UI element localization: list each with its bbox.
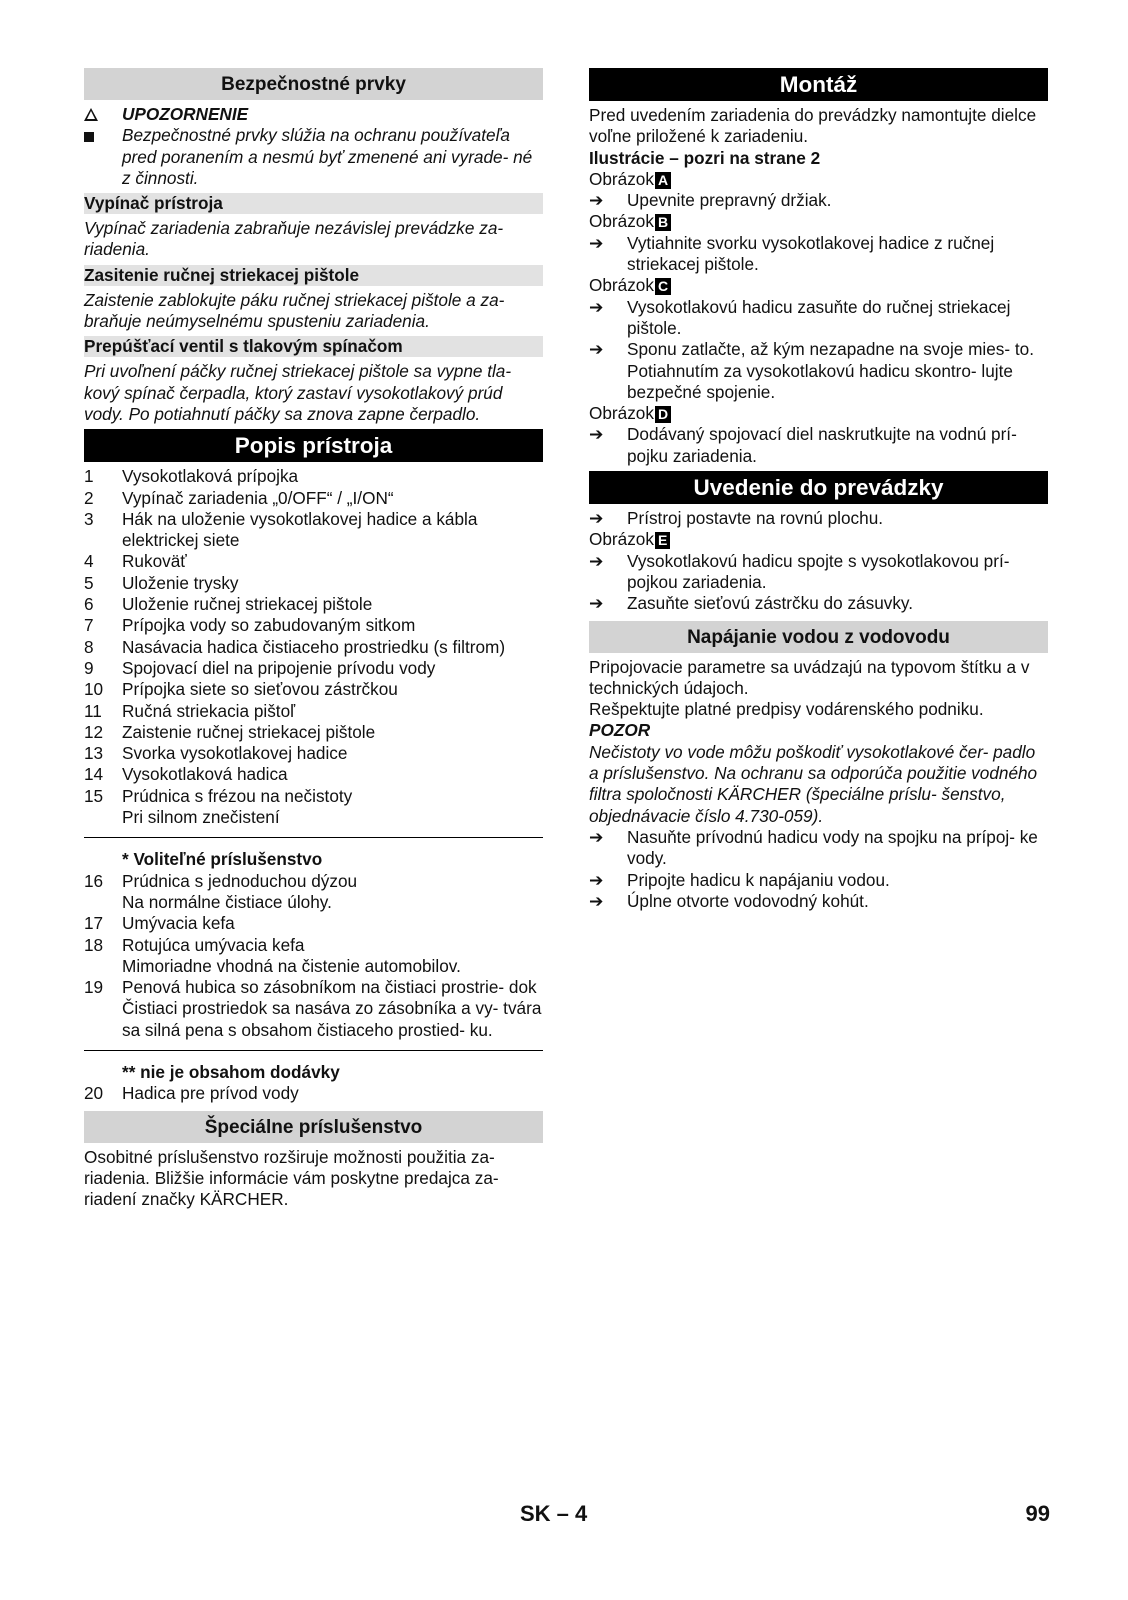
arrow-icon: ➔ [589,424,604,445]
item-text: Svorka vysokotlakovej hadice [122,743,348,764]
item-number: 15 [84,785,104,806]
figure-label: Obrázok [589,168,654,189]
item-text: Uloženie trysky [122,572,239,593]
list-item [84,913,543,934]
item-text: Ručná striekacia pištoľ [122,700,296,721]
list-item [84,743,543,764]
list-item [84,488,543,509]
item-text: Uloženie ručnej striekacej pištole [122,594,373,615]
section-heading-assembly: Montáž [589,68,1048,101]
item-note: Na normálne čistiace úlohy. [122,891,332,912]
step-text: Upevnite prepravný držiak. [627,190,832,211]
item-number: 7 [84,615,94,636]
valve-text: Pri uvoľnení páčky ručnej striekacej pištole sa vypne tla- kový spínač čerpadla, ktorý zastaví vysokotlakový prúd vody. Po potiahnutí páčky sa znova zapne čerpadlo. [84,361,512,424]
list-item [84,935,543,956]
instruction-step [589,593,1048,614]
figure-badge: B [655,214,671,231]
arrow-icon: ➔ [589,550,604,571]
item-number: 1 [84,466,94,487]
item-text: Prípojka siete so sieťovou zástrčkou [122,679,398,700]
item-text: Vysokotlaková prípojka [122,466,299,487]
optional-accessories-list [84,871,543,1041]
arrow-icon: ➔ [589,593,604,614]
assembly-figures [589,169,1048,467]
figure-label-row [589,169,1048,190]
list-item [84,551,543,572]
section-heading-safety: Bezpečnostné prvky [84,68,543,100]
item-text: Penová hubica so zásobníkom na čistiaci prostrie- dok [122,977,537,998]
item-note: Čistiaci prostriedok sa nasáva zo zásobníka a vy- tvára sa silná pena s obsahom čistiaceho prostied- ku. [122,998,542,1040]
illustrations-note: Ilustrácie – pozri na strane 2 [589,147,821,168]
warning-text-row [84,125,543,189]
list-item [84,764,543,785]
step-text: Prístroj postavte na rovnú plochu. [627,508,884,529]
optional-accessories-title: * Voliteľné príslušenstvo [122,849,323,870]
divider [84,837,543,838]
item-number: 10 [84,679,104,700]
arrow-icon: ➔ [589,890,604,911]
figure-label: Obrázok [589,403,654,424]
item-note: Mimoriadne vhodná na čistenie automobilov. [122,955,461,976]
step-text: Nasuňte prívodnú hadicu vody na spojku na prípoj- ke vody. [627,826,1038,869]
step-text: Úplne otvorte vodovodný kohút. [627,890,869,911]
figure-label: Obrázok [589,529,654,550]
list-item [84,509,543,552]
figure-label-row [589,275,1048,296]
item-number: 5 [84,572,94,593]
step-text: Vytiahnite svorku vysokotlakovej hadice z ručnej striekacej pištole. [627,232,995,275]
list-item [84,594,543,615]
caution-text: Nečistoty vo vode môžu poškodiť vysokotlakové čer- padlo a príslušenstvo. Na ochranu sa odporúča použitie vodného filtra spoločnosti KÄRCHER (špeciálne príslu- šenstvo, objednávacie číslo 4.730-059). [589,741,1038,826]
warning-label: UPOZORNENIE [122,104,249,124]
item-text: Spojovací diel na pripojenie prívodu vody [122,657,436,678]
instruction-step [589,190,1048,211]
subheading-valve: Prepúšťací ventil s tlakovým spínačom [84,336,543,357]
item-number: 4 [84,551,94,572]
special-accessories-text: Osobitné príslušenstvo rozširuje možnosti použitia za- riadenia. Bližšie informácie vám poskytne predajca za- riadení značky KÄRCHER. [84,1146,499,1210]
list-item [84,658,543,679]
subheading-gun-lock: Zasitenie ručnej striekacej pištole [84,265,543,286]
item15-note: Pri silnom znečistení [122,807,280,828]
instruction-step [589,891,1048,912]
footer-language-code: SK – 4 [520,1501,588,1526]
instruction-step [589,870,1048,891]
list-item [84,637,543,658]
item-number: 2 [84,487,94,508]
item-number: 8 [84,636,94,657]
item-number: 14 [84,764,104,785]
arrow-icon: ➔ [589,826,604,847]
list-item [84,1083,543,1104]
list-item [84,466,543,487]
item-number: 11 [84,700,102,721]
list-item [84,977,543,998]
step-text: Vysokotlakovú hadicu zasuňte do ručnej striekacej pištole. [627,296,1011,338]
item-text: Prúdnica s frézou na nečistoty [122,785,353,806]
arrow-icon: ➔ [589,339,604,360]
section-heading-description: Popis prístroja [84,429,543,462]
instruction-step [589,339,1048,403]
item-number: 13 [84,743,104,764]
instruction-step [589,551,1048,594]
item-text: Hák na uloženie vysokotlakovej hadice a kábla elektrickej siete [122,508,478,551]
step-text: Sponu zatlačte, až kým nezapadne na svoje mies- to. Potiahnutím za vysokotlakovú hadicu skontro- lujte bezpečné spojenie. [627,339,1034,402]
figure-label-row [589,403,1048,424]
water-steps [589,827,1048,912]
item-number: 3 [84,508,94,529]
list-item [84,786,543,807]
step-text: Pripojte hadicu k napájaniu vodou. [627,869,890,890]
figure-label-row [589,211,1048,232]
item-number: 19 [84,977,104,998]
item-text: Rukoväť [122,551,187,572]
item-text: Prúdnica s jednoduchou dýzou [122,870,358,891]
warning-row [84,104,543,125]
list-item [84,573,543,594]
step-text: Dodávaný spojovací diel naskrutkujte na vodnú prí- pojku zariadenia. [627,424,1017,466]
figure-label: Obrázok [589,211,654,232]
item-number: 16 [84,870,104,891]
figure-label: Obrázok [589,275,654,296]
step-text: Vysokotlakovú hadicu spojte s vysokotlakovou prí- pojkou zariadenia. [627,550,1010,592]
item-text: Prípojka vody so zabudovaným sitkom [122,615,416,636]
water-p1: Pripojovacie parametre sa uvádzajú na typovom štítku a v technických údajoch. [589,656,1030,698]
item-number: 18 [84,934,104,955]
left-column [84,68,543,1210]
not-included-list [84,1083,543,1104]
description-list [84,466,543,807]
list-item [84,679,543,700]
water-p2: Rešpektujte platné predpisy vodárenského podniku. [589,699,984,720]
instruction-step [589,233,1048,276]
list-item [84,722,543,743]
section-heading-water-supply: Napájanie vodou z vodovodu [589,621,1048,653]
item-number: 12 [84,721,104,742]
item-number: 20 [84,1083,104,1104]
item-number: 9 [84,657,94,678]
warning-icon [84,104,122,125]
startup-step [589,508,1048,529]
startup-steps [589,551,1048,615]
item-number: 17 [84,913,104,934]
arrow-icon: ➔ [589,296,604,317]
figure-badge: A [655,172,671,189]
not-included-title: ** nie je obsahom dodávky [122,1061,340,1082]
arrow-icon: ➔ [589,508,604,529]
instruction-step [589,424,1048,467]
item-text: Vysokotlaková hadica [122,764,288,785]
item-text: Umývacia kefa [122,913,235,934]
item-number: 6 [84,594,94,615]
square-bullet-icon [84,125,122,189]
arrow-icon: ➔ [589,869,604,890]
switch-text: Vypínač zariadenia zabraňuje nezávislej prevádzke za- riadenia. [84,218,504,260]
instruction-step [589,827,1048,870]
step-text: Zasuňte sieťovú zástrčku do zásuvky. [627,593,914,614]
instruction-step [589,297,1048,340]
item-text: Nasávacia hadica čistiaceho prostriedku (s filtrom) [122,636,506,657]
arrow-icon: ➔ [589,190,604,211]
divider [84,1050,543,1051]
item-text: Rotujúca umývacia kefa [122,934,305,955]
footer-page-number: 99 [1025,1501,1050,1526]
section-heading-startup: Uvedenie do prevádzky [589,471,1048,504]
right-column [589,68,1048,912]
list-item [84,615,543,636]
figure-badge: C [655,278,671,295]
section-heading-special-accessories: Špeciálne príslušenstvo [84,1111,543,1143]
caution-label: POZOR [589,720,651,741]
gun-lock-text: Zaistenie zablokujte páku ručnej striekacej pištole a za- braňuje neúmyselnému spusteniu zariadenia. [84,289,505,332]
item-text: Zaistenie ručnej striekacej pištole [122,721,376,742]
item-text: Hadica pre prívod vody [122,1083,299,1104]
figure-badge: D [655,406,671,423]
arrow-icon: ➔ [589,232,604,253]
subheading-switch: Vypínač prístroja [84,193,543,214]
item-text: Vypínač zariadenia „0/OFF“ / „I/ON“ [122,487,394,508]
figure-badge: E [655,532,670,549]
assembly-intro: Pred uvedením zariadenia do prevádzky namontujte dielce voľne priložené k zariadeniu. [589,105,1037,147]
list-item [84,871,543,892]
list-item [84,701,543,722]
warning-text: Bezpečnostné prvky slúžia na ochranu používateľa pred poranením a nesmú byť zmenené ani vyrade- né z činnosti. [122,125,533,188]
figure-label-row [589,529,1048,550]
